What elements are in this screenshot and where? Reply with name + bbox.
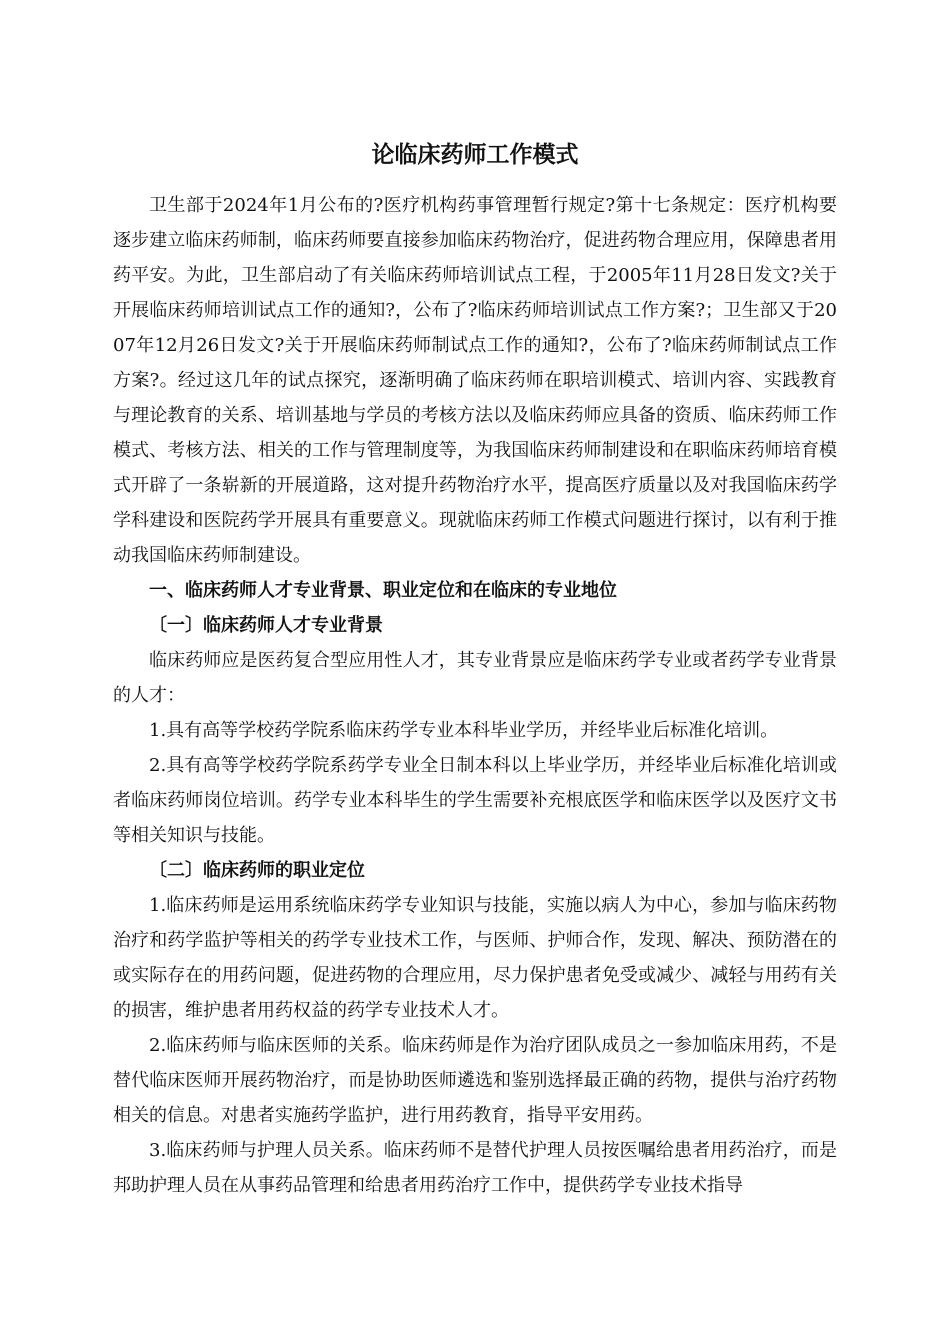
paragraph: 卫生部于2024年1月公布的?医疗机构药事管理暂行规定?第十七条规定：医疗机构要逐步建立临床药师制，临床药师要直接参加临床药物治疗，促进药物合理应用，保障患者用药平安。为此，卫生部启动了有关临床药师培训试点工程，于2005年11月28日发文?关于开展临床药师培训试点工作的通知?，公布了?临床药师培训试点工作方案?；卫生部又于2007年12月26日发文?关于开展临床药师制试点工作的通知?，公布了?临床药师制试点工作方案?。经过这几年的试点探究，逐渐明确了临床药师在职培训模式、培训内容、实践教育与理论教育的关系、培训基地与学员的考核方法以及临床药师应具备的资质、临床药师工作模式、考核方法、相关的工作与管理制度等，为我国临床药师制建设和在职临床药师培育模式开辟了一条崭新的开展道路，这对提升药物治疗水平，提高医疗质量以及对我国临床药学学科建设和医院药学开展具有重要意义。现就临床药师工作模式问题进行探讨，以有利于推动我国临床药师制建设。 — [113, 195, 837, 566]
paragraph: 1.临床药师是运用系统临床药学专业知识与技能，实施以病人为中心，参加与临床药物治疗和药学监护等相关的药学专业技术工作，与医师、护师合作，发现、解决、预防潜在的或实际存在的用药问题，促进药物的合理应用，尽力保护患者免受或减少、减轻与用药有关的损害，维护患者用药权益的药学专业技术人才。 — [113, 895, 837, 1021]
paragraph: 2.临床药师与临床医师的关系。临床药师是作为治疗团队成员之一参加临床用药，不是替代临床医师开展药物治疗，而是协助医师遴选和鉴别选择最正确的药物，提供与治疗药物相关的信息。对患者实施药学监护，进行用药教育，指导平安用药。 — [113, 1035, 837, 1126]
document-title: 论临床药师工作模式 — [371, 142, 579, 168]
section-heading: 〔一〕临床药师人才专业背景 — [149, 615, 383, 636]
document-blocks — [113, 188, 837, 1203]
section-heading: 一、临床药师人才专业背景、职业定位和在临床的专业地位 — [149, 580, 617, 601]
paragraph: 1.具有高等学校药学院系临床药学专业本科毕业学历，并经毕业后标准化培训。 — [149, 720, 779, 741]
paragraph: 3.临床药师与护理人员关系。临床药师不是替代护理人员按医嘱给患者用药治疗，而是邦助护理人员在从事药品管理和给患者用药治疗工作中，提供药学专业技术指导 — [113, 1140, 837, 1196]
document-body — [113, 130, 837, 1203]
paragraph: 2.具有高等学校药学院系药学专业全日制本科以上毕业学历，并经毕业后标准化培训或者临床药师岗位培训。药学专业本科毕生的学生需要补充根底医学和临床医学以及医疗文书等相关知识与技能。 — [113, 755, 837, 846]
section-heading: 〔二〕临床药师的职业定位 — [149, 860, 365, 881]
paragraph: 临床药师应是医药复合型应用性人才，其专业背景应是临床药学专业或者药学专业背景的人才： — [113, 650, 837, 706]
